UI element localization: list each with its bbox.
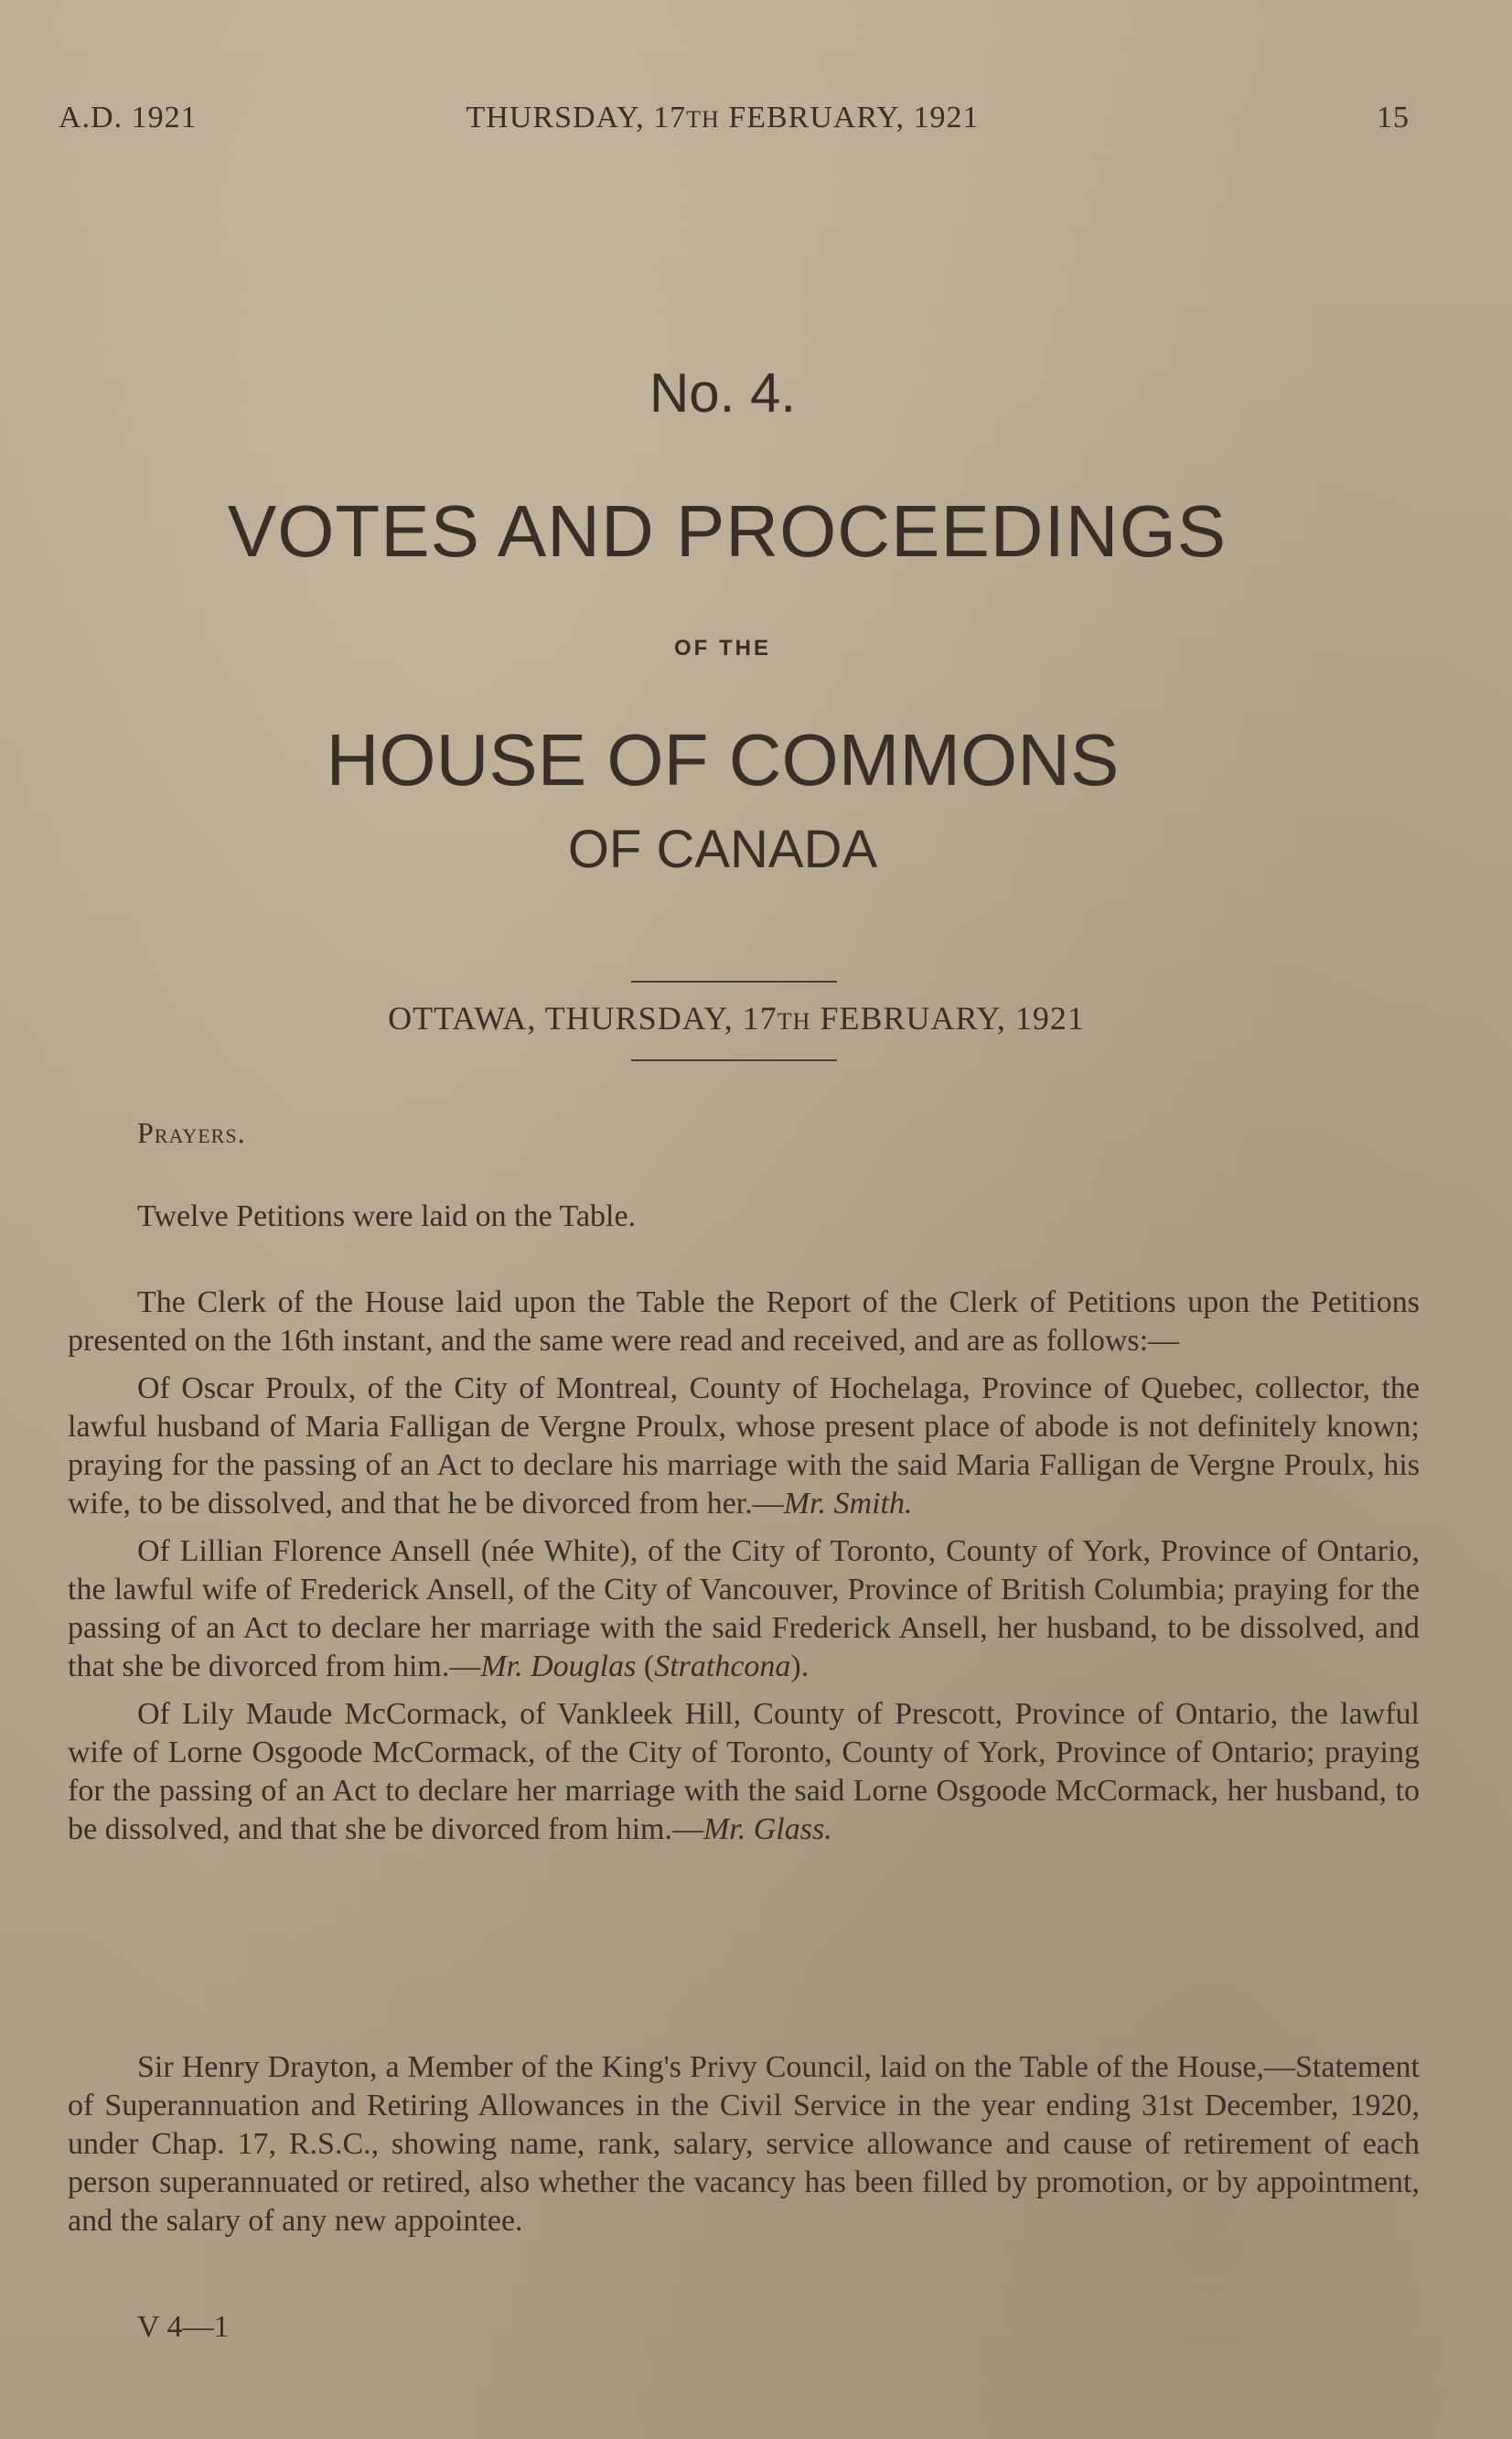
clerk-report-text: The Clerk of the House laid upon the Table the Report of the Clerk of Petitions upon the Petitions presented on the 16th instant, and the same were read and received, and are as follows:— xyxy=(68,1285,1420,1358)
prayers-heading: Prayers. xyxy=(137,1116,246,1149)
issue-number: No. 4. xyxy=(649,362,797,424)
petition-proulx: Of Oscar Proulx, of the City of Montreal, County of Hochelaga, Province of Quebec, collector, the lawful husband of Maria Falligan de Vergne Proulx, whose present place of abode is not definitely known; praying for the passing of an Act to declare his marriage with the said Maria Falligan de Vergne Proulx, his wife, to be dissolved, and that he be divorced from her.—Mr. Smith. xyxy=(68,1371,1420,1520)
divider-bottom xyxy=(631,1059,837,1061)
petition-ansell: Of Lillian Florence Ansell (née White), of the City of Toronto, County of York, Province of Ontario, the lawful wife of Frederick Ansell, of the City of Vancouver, Province of British Columbia; praying for the passing of an Act to declare her marriage with the said Frederick Ansell, her husband, to be dissolved, and that she be divorced from him.—Mr. Douglas (Strathcona). xyxy=(68,1534,1420,1683)
title-votes-and-proceedings: VOTES AND PROCEEDINGS xyxy=(227,490,1228,572)
running-head xyxy=(0,101,1512,146)
divider-top xyxy=(631,981,837,983)
drayton-paragraph xyxy=(68,2048,1420,2240)
title-of-the: OF THE xyxy=(674,636,771,661)
header-year: A.D. 1921 xyxy=(59,101,198,134)
header-date: THURSDAY, 17TH FEBRUARY, 1921 xyxy=(466,101,980,134)
signature-mark: V 4—1 xyxy=(137,2310,230,2344)
title-house-of-commons: HOUSE OF COMMONS xyxy=(326,719,1120,800)
petition-mccormack: Of Lily Maude McCormack, of Vankleek Hill, County of Prescott, Province of Ontario, the lawful wife of Lorne Osgoode McCormack, of the City of Toronto, County of York, Province of Ontario; praying for the passing of an Act to declare her marriage with the said Lorne Osgoode McCormack, her husband, to be dissolved, and that she be divorced from him.—Mr. Glass. xyxy=(68,1697,1420,1846)
petitions-laid-paragraph xyxy=(68,1198,1420,1236)
page-number: 15 xyxy=(1377,101,1410,134)
dateline: OTTAWA, THURSDAY, 17TH FEBRUARY, 1921 xyxy=(388,1000,1085,1037)
petitions-laid-text: Twelve Petitions were laid on the Table. xyxy=(137,1199,637,1233)
title-of-canada: OF CANADA xyxy=(567,820,878,879)
clerk-report-section xyxy=(68,1284,1420,1849)
drayton-text: Sir Henry Drayton, a Member of the King's Privy Council, laid on the Table of the House,—Statement of Superannuation and Retiring Allowances in the Civil Service in the year ending 31st December, 1920, under Chap. 17, R.S.C., showing name, rank, salary, service allowance and cause of retirement of each person superannuated or retired, also whether the vacancy has been filled by promotion, or by appointment, and the salary of any new appointee. xyxy=(68,2050,1420,2238)
